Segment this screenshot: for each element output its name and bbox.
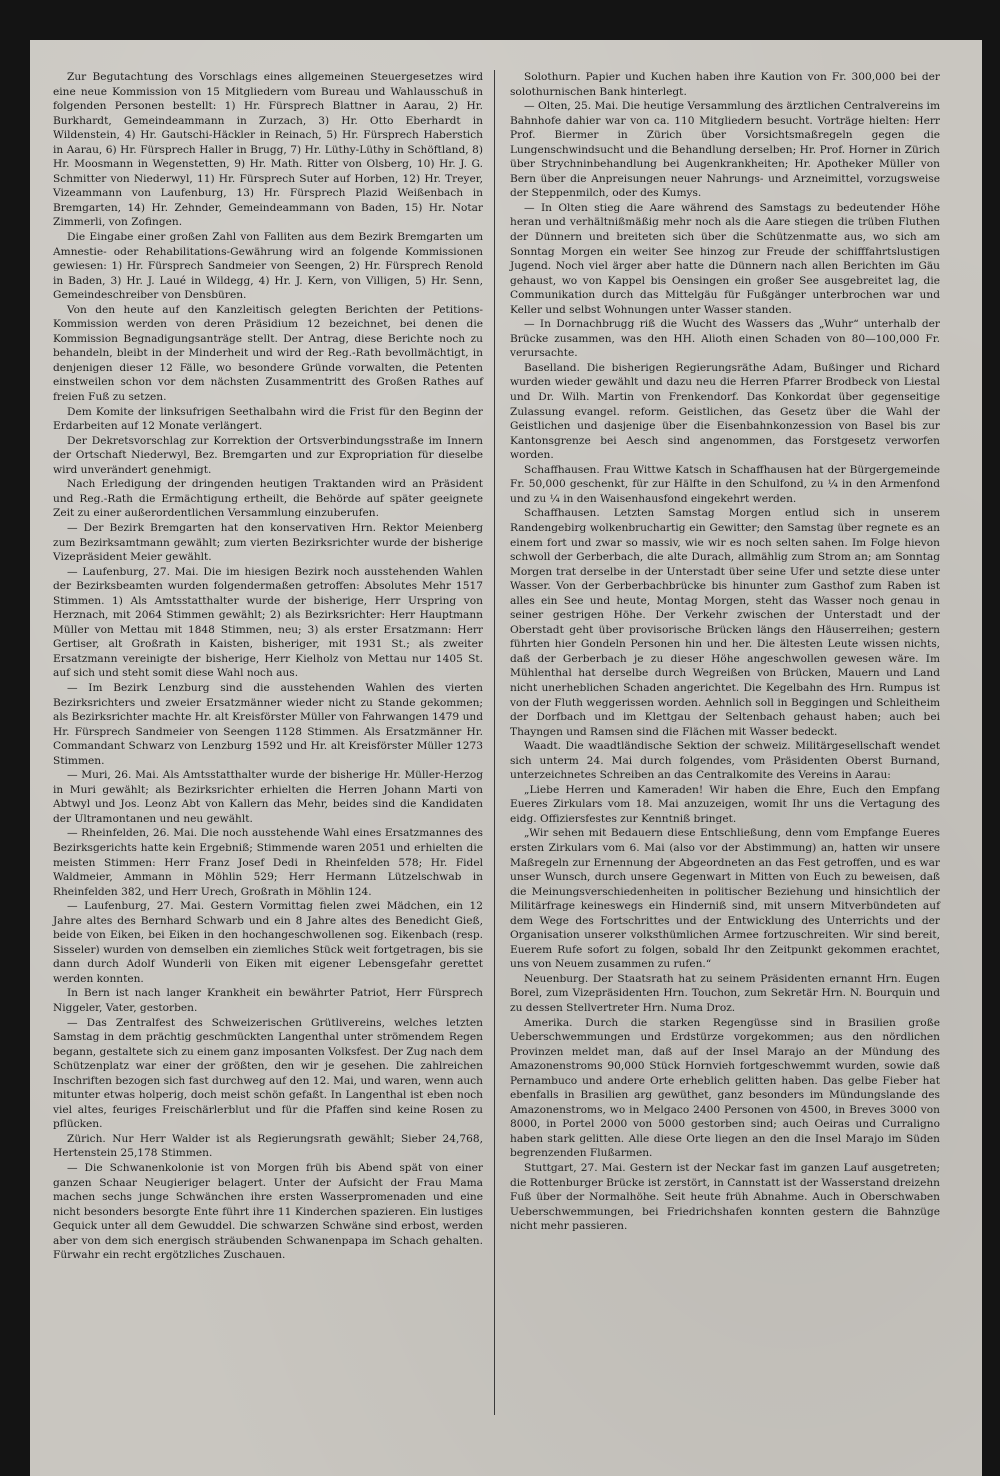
paragraph: Der Dekretsvorschlag zur Korrektion der Ortsverbindungsstraße im Innern der Ortschaft Niederwyl, Bez. Bremgarten und zur Expropriation für dieselbe wird unverändert genehmigt. (53, 434, 483, 476)
paragraph: Neuenburg. Der Staatsrath hat zu seinem Präsidenten ernannt Hrn. Eugen Borel, zum Vizepräsidenten Hrn. Touchon, zum Sekretär Hrn. N. Bourquin und zu dessen Stellvertreter Hrn. Numa Droz. (510, 972, 940, 1014)
paragraph: Schaffhausen. Letzten Samstag Morgen entlud sich in unserem Randengebirg wolkenbruchartig ein Gewitter; den Samstag über regnete es an einem fort und zwar so massiv, wie wir es noch selten sahen. Im Folge hievon schwoll der Gerberbach, die alte Durach, allmählig zum Strom an; am Sonntag Morgen trat derselbe in der Unterstadt über seine Ufer und setzte diese unter Wasser. Von der Gerberbachbrücke bis hinunter zum Gasthof zum Raben ist alles ein See und heute, Montag Morgen, steht das Wasser noch genau in seiner gestrigen Höhe. Der Verkehr zwischen der Unterstadt und der Oberstadt geht über provisorische Brücken längs den Häuserreihen; gestern führten hier Gondeln Personen hin und her. Die ältesten Leute wissen nichts, daß der Gerberbach je zu dieser Höhe angeschwollen gewesen wäre. Im Mühlenthal hat derselbe durch Wegreißen von Brücken, Mauern und Land nicht unerheblichen Schaden angerichtet. Die Kegelbahn des Hrn. Rumpus ist von der Fluth weggerissen worden. Aehnlich soll in Beggingen und Schleitheim der Dorfbach und im Klettgau der Seltenbach gehaust haben; auch bei Thayngen und Ramsen sind die Flächen mit Wasser bedeckt. (510, 507, 940, 738)
paragraph: Zur Begutachtung des Vorschlags eines allgemeinen Steuergesetzes wird eine neue Kommission von 15 Mitgliedern vom Bureau und Wahlausschuß in folgenden Personen bestellt: 1) Hr. Fürsprech Blattner in Aarau, 2) Hr. Burkhardt, Gemeindeammann in Zurzach, 3) Hr. Otto Eberhardt in Wildenstein, 4) Hr. Gautschi-Häckler in Reinach, 5) Hr. Fürsprech Haberstich in Aarau, 6) Hr. Fürsprech Haller in Brugg, 7) Hr. Lüthy-Lüthy in Schöftland, 8) Hr. Moosmann in Wegenstetten, 9) Hr. Math. Ritter von Olsberg, 10) Hr. J. G. Schmitter von Niederwyl, 11) Hr. Fürsprech Suter auf Horben, 12) Hr. Treyer, Vizeammann von Laufenburg, 13) Hr. Fürsprech Plazid Weißenbach in Bremgarten, 14) Hr. Zehnder, Gemeindeammann von Baden, 15) Hr. Notar Zimmerli, von Zofingen. (53, 71, 483, 229)
paragraph: — Das Zentralfest des Schweizerischen Grütlivereins, welches letzten Samstag in dem prächtig geschmückten Langenthal unter strömendem Regen begann, gestaltete sich zu einem ganz imposanten Volksfest. Der Zug nach dem Schützenplatz war einer der größten, den wir je gesehen. Die zahlreichen Inschriften bezogen sich fast durchweg auf den 12. Mai, und waren, wenn auch mitunter etwas holperig, doch meist schön gefaßt. In Langenthal ist eben noch viel altes, feuriges Freischärlerblut und für die Pfaffen sind keine Rosen zu pflücken. (53, 1016, 483, 1131)
paragraph: — Rheinfelden, 26. Mai. Die noch ausstehende Wahl eines Ersatzmannes des Bezirksgerichts hatte kein Ergebniß; Stimmende waren 2051 und erhielten die meisten Stimmen: Herr Franz Josef Dedi in Rheinfelden 578; Hr. Fidel Waldmeier, Ammann in Möhlin 529; Herr Hermann Lützelschwab in Rheinfelden 382, und Herr Urech, Großrath in Möhlin 124. (53, 827, 483, 898)
paragraph: Von den heute auf den Kanzleitisch gelegten Berichten der Petitions-Kommission werden von deren Präsidium 12 bezeichnet, bei denen die Kommission Begnadigungsanträge stellt. Der Antrag, diese Berichte noch zu behandeln, bleibt in der Minderheit und wird der Reg.-Rath bevollmächtigt, in denjenigen dieser 12 Fälle, wo besondere Gründe vorwalten, die Petenten einstweilen schon vor dem nächsten Zusammentritt des Großen Rathes auf freien Fuß zu setzen. (53, 303, 483, 404)
paragraph: Zürich. Nur Herr Walder ist als Regierungsrath gewählt; Sieber 24,768, Hertenstein 25,178 Stimmen. (53, 1132, 483, 1160)
paragraph: — Im Bezirk Lenzburg sind die ausstehenden Wahlen des vierten Bezirksrichters und zweier Ersatzmänner wieder nicht zu Stande gekommen; als Bezirksrichter machte Hr. alt Kreisförster Müller von Fahrwangen 1479 und Hr. Fürsprech Sandmeier von Seengen 1128 Stimmen. Als Ersatzmänner Hr. Commandant Schwarz von Lenzburg 1592 und Hr. alt Kreisförster Müller 1273 Stimmen. (53, 681, 483, 767)
paragraph: — Laufenburg, 27. Mai. Gestern Vormittag fielen zwei Mädchen, ein 12 Jahre altes des Bernhard Schwarb und ein 8 Jahre altes des Benedicht Gieß, beide von Eiken, bei Eiken in den hochangeschwollenen sog. Eikenbach (resp. Sisseler) wurden von demselben ein ziemliches Stück weit fortgetragen, bis sie dann durch Adolf Wunderli von Eiken mit eigener Lebensgefahr gerettet werden konnten. (53, 900, 483, 985)
column-right (510, 70, 940, 1234)
paragraph: Amerika. Durch die starken Regengüsse sind in Brasilien große Ueberschwemmungen und Erdstürze vorgekommen; aus den nördlichen Provinzen meldet man, daß auf der Insel Marajo an der Mündung des Amazonenstroms 90,000 Stück Hornvieh fortgeschwemmt wurden, sowie daß Pernambuco und andere Orte erheblich gelitten haben. Das gelbe Fieber hat ebenfalls in Brasilien arg gewüthet, ganz besonders im Mündungslande des Amazonenstroms, wo in Melgaco 2400 Personen von 4500, in Breves 3000 von 8000, in Portel 2000 von 5000 gestorben sind; auch Oeiras und Curraligno haben stark gelitten. Alle diese Orte liegen an den die Insel Marajo im Süden begrenzenden Flußarmen. (510, 1016, 940, 1160)
paragraph: — Der Bezirk Bremgarten hat den konservativen Hrn. Rektor Meienberg zum Bezirksamtmann gewählt; zum vierten Bezirksrichter wurde der bisherige Vizepräsident Meier gewählt. (53, 521, 483, 564)
paragraph: Solothurn. Papier und Kuchen haben ihre Kaution von Fr. 300,000 bei der solothurnischen Bank hinterlegt. (510, 71, 940, 98)
paragraph: Die Eingabe einer großen Zahl von Falliten aus dem Bezirk Bremgarten um Amnestie- oder Rehabilitations-Gewährung wird an folgende Kommissionen gewiesen: 1) Hr. Fürsprech Sandmeier von Seengen, 2) Hr. Fürsprech Renold in Baden, 3) Hr. J. Laué in Wildegg, 4) Hr. J. Kern, von Villigen, 5) Hr. Senn, Gemeindeschreiber von Densbüren. (53, 231, 483, 302)
column-left (53, 70, 483, 1263)
paragraph: — In Olten stieg die Aare während des Samstags zu bedeutender Höhe heran und verhältnißmäßig mehr noch als die Aare stiegen die trüben Fluthen der Dünnern und breiteten sich über die Schützenmatte aus, wo sich am Sonntag Morgen ein weiter See hinzog zur Freude der schifffahrtslustigen Jugend. Noch viel ärger aber hatte die Dünnern nach allen Berichten im Gäu gehaust, wo von Kappel bis Oensingen ein großer See ausgebreitet lag, die Communikation durch das Mittelgäu für Fußgänger unterbrochen war und Keller und selbst Wohnungen unter Wasser standen. (510, 201, 940, 316)
paragraph: — Die Schwanenkolonie ist von Morgen früh bis Abend spät von einer ganzen Schaar Neugieriger belagert. Unter der Aufsicht der Frau Mama machen sechs junge Schwänchen ihre ersten Wasserpromenaden und eine nicht besonders besorgte Ente führt ihre 11 Kinderchen spazieren. Ein lustiges Gequick unter all dem Gewuddel. Die schwarzen Schwäne sind erbost, werden aber von dem sich energisch sträubenden Schwanenpapa im Schach gehalten. Fürwahr ein recht ergötzliches Zuschauen. (53, 1162, 483, 1262)
paragraph: „Liebe Herren und Kameraden! Wir haben die Ehre, Euch den Empfang Eueres Zirkulars vom 18. Mai anzuzeigen, womit Ihr uns die Vertagung des eidg. Offiziersfestes zur Kenntniß bringet. (510, 783, 940, 825)
paragraph: — In Dornachbrugg riß die Wucht des Wassers das „Wuhr“ unterhalb der Brücke zusammen, was den HH. Alioth einen Schaden von 80—100,000 Fr. verursachte. (510, 318, 940, 360)
paragraph: Waadt. Die waadtländische Sektion der schweiz. Militärgesellschaft wendet sich unterm 24. Mai durch folgendes, vom Präsidenten Oberst Burnand, unterzeichnetes Schreiben an das Centralkomite des Vereins in Aarau: (510, 740, 940, 782)
paragraph: „Wir sehen mit Bedauern diese Entschließung, denn vom Empfange Eueres ersten Zirkulars vom 6. Mai (also vor der Abstimmung) an, hatten wir unsere Maßregeln zur Ernennung der Abgeordneten an das Fest getroffen, und es war unser Wunsch, durch unsere Gegenwart in Mitten von Euch zu beweisen, daß die Meinungsverschiedenheiten in politischer Beziehung und hinsichtlich der Militärfrage keineswegs ein Hinderniß sind, mit unsern Mitverbündeten auf dem Wege des Fortschrittes und der Entwicklung des Unterrichts und der Organisation unserer volksthümlichen Armee fortzuschreiten. Wir sind bereit, Euerem Rufe sofort zu folgen, sobald Ihr den Zeitpunkt gekommen erachtet, uns von Neuem zusammen zu rufen.“ (510, 827, 940, 971)
paragraph: — Muri, 26. Mai. Als Amtsstatthalter wurde der bisherige Hr. Müller-Herzog in Muri gewählt; als Bezirksrichter erhielten die Herren Johann Marti von Abtwyl und Jos. Leonz Abt von Kallern das Mehr, beides sind die Kandidaten der Ultramontanen und neu gewählt. (53, 769, 483, 825)
paragraph: Baselland. Die bisherigen Regierungsräthe Adam, Bußinger und Richard wurden wieder gewählt und dazu neu die Herren Pfarrer Brodbeck von Liestal und Dr. Wilh. Martin von Frenkendorf. Das Konkordat über gegenseitige Zulassung evangel. reform. Geistlichen, das Gesetz über die Wahl der Geistlichen und dasjenige über die Eisenbahnkonzession von Basel bis zur Kantonsgrenze bei Aesch sind angenommen, das Forstgesetz verworfen worden. (510, 361, 940, 462)
paragraph: Dem Komite der linksufrigen Seethalbahn wird die Frist für den Beginn der Erdarbeiten auf 12 Monate verlängert. (53, 405, 483, 433)
column-divider (494, 70, 495, 1415)
paragraph: In Bern ist nach langer Krankheit ein bewährter Patriot, Herr Fürsprech Niggeler, Vater, gestorben. (53, 987, 483, 1014)
paragraph: Stuttgart, 27. Mai. Gestern ist der Neckar fast im ganzen Lauf ausgetreten; die Rottenburger Brücke ist zerstört, in Cannstatt ist der Wasserstand dreizehn Fuß über der Normalhöhe. Seit heute früh Abnahme. Auch in Oberschwaben Ueberschwemmungen, bei Friedrichshafen konnten gestern die Bahnzüge nicht mehr passieren. (510, 1162, 940, 1233)
paragraph: — Laufenburg, 27. Mai. Die im hiesigen Bezirk noch ausstehenden Wahlen der Bezirksbeamten wurden folgendermaßen getroffen: Absolutes Mehr 1517 Stimmen. 1) Als Amtsstatthalter wurde der bisherige, Herr Urspring von Herznach, mit 2064 Stimmen gewählt; 2) als Bezirksrichter: Herr Hauptmann Müller von Mettau mit 1848 Stimmen, neu; 3) als erster Ersatzmann: Herr Gertiser, alt Großrath in Kaisten, bisheriger, mit 1931 St.; als zweiter Ersatzmann vereinigte der bisherige, Herr Kielholz von Mettau nur 1405 St. auf sich und steht somit diese Wahl noch aus. (53, 565, 483, 680)
paragraph: Schaffhausen. Frau Wittwe Katsch in Schaffhausen hat der Bürgergemeinde Fr. 50,000 geschenkt, für zur Hälfte in den Schulfond, zu ¼ in den Armenfond und zu ¼ in den Waisenhausfond eingekehrt werden. (510, 463, 940, 505)
paragraph: — Olten, 25. Mai. Die heutige Versammlung des ärztlichen Centralvereins im Bahnhofe dahier war von ca. 110 Mitgliedern besucht. Vorträge hielten: Herr Prof. Biermer in Zürich über Vorsichtsmaßregeln gegen die Lungenschwindsucht und die Behandlung derselben; Hr. Prof. Horner in Zürich über Strychninbehandlung bei Augenkrankheiten; Hr. Apotheker Müller von Bern über die Anpreisungen neuer Nahrungs- und Arzneimittel, vorzugsweise der Steppenmilch, oder des Kumys. (510, 100, 940, 200)
paragraph: Nach Erledigung der dringenden heutigen Traktanden wird an Präsident und Reg.-Rath die Ermächtigung ertheilt, die Behörde auf später geeignete Zeit zu einer außerordentlichen Versammlung einzuberufen. (53, 478, 483, 520)
